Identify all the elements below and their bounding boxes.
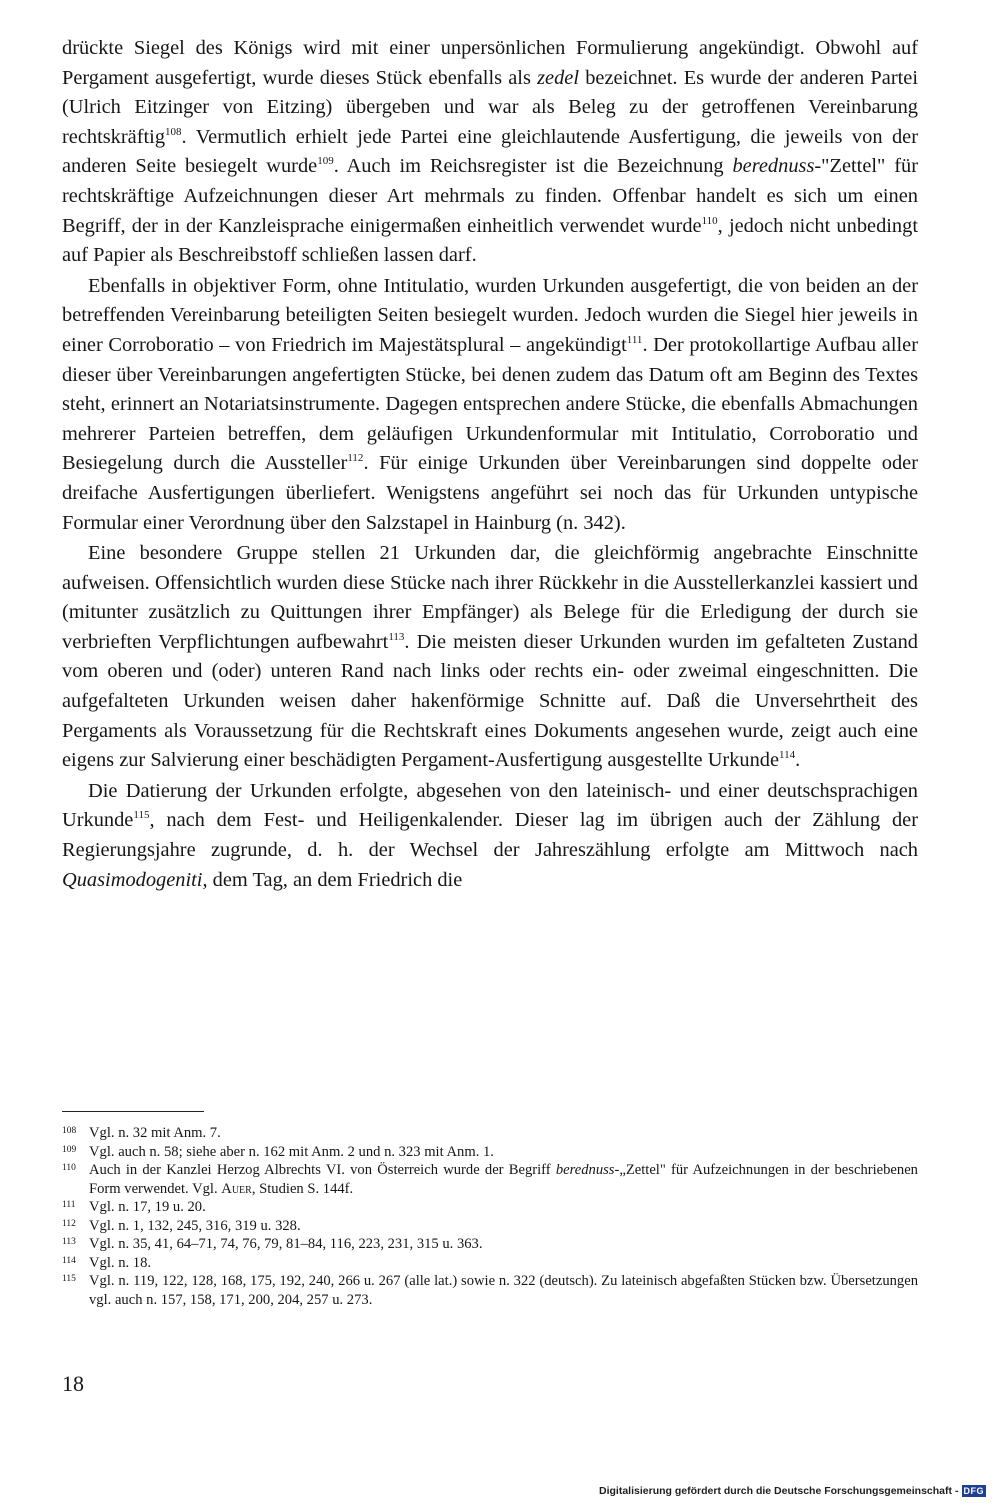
text-run: Vgl. n. 35, 41, 64–71, 74, 76, 79, 81–84, 116, 223, 231, 315 u. 363. xyxy=(89,1236,483,1252)
italic-text: berednuss xyxy=(555,1162,615,1178)
text-run: . Auch im Reichsregister ist die Bezeichnung xyxy=(333,155,733,178)
footnote-ref: 110 xyxy=(701,214,718,227)
text-run: Ebenfalls in objektiver Form, ohne Intitulatio, wurden Urkunden ausgefertigt, die von beiden an der betreffenden Vereinbarung beteiligten Seiten besiegelt wurden. Jedoch wurden die Siegel hier jeweils in einer Corroboratio – von Friedrich im Majestätsplural – angekündigt xyxy=(62,274,918,356)
footnote-number: 109 xyxy=(62,1144,77,1155)
paragraph xyxy=(62,272,918,538)
footnote-ref: 115 xyxy=(133,809,150,822)
footnote xyxy=(62,1272,918,1309)
footnote-ref: 108 xyxy=(165,125,182,138)
footnote-text xyxy=(89,1254,918,1273)
text-run: Eine besondere Gruppe stellen 21 Urkunden dar, die gleichförmig angebrachte Einschnitte aufweisen. Offensichtlich wurden diese Stücke nach ihrer Rückkehr in die Ausstellerkanzlei kassiert und (mitunter zusätzlich zu Quittungen ihrer Empfänger) als Belege für die Erledigung der durch sie verbrieften Verpflichtungen aufbewahrt xyxy=(62,542,918,653)
footnote-text xyxy=(89,1124,918,1143)
footnote-number: 114 xyxy=(62,1255,76,1266)
dfg-logo: DFG xyxy=(963,1486,984,1496)
footnote-number: 112 xyxy=(62,1218,76,1229)
paragraph xyxy=(62,539,918,776)
footnote-separator xyxy=(62,1111,204,1112)
footnote xyxy=(62,1124,918,1143)
text-run: Vgl. n. 18. xyxy=(89,1254,152,1271)
text-run: bezeichnet. Es wurde der anderen Partei (Ulrich Eitzinger von Eitzing) übergeben und war als Beleg zu der getroffenen Vereinbarung rechtskräftig xyxy=(62,66,918,148)
text-run: Vgl. n. 1, 132, 245, 316, 319 u. 328. xyxy=(89,1217,301,1234)
footnote-ref: 114 xyxy=(779,749,796,762)
footnote-text xyxy=(89,1161,918,1198)
author-name: Auer xyxy=(221,1180,252,1197)
footnote-ref: 111 xyxy=(626,333,643,346)
footnote xyxy=(62,1198,918,1217)
text-run: Die Datierung der Urkunden erfolgte, abgesehen von den lateinisch- und einer deutschsprachigen Urkunde xyxy=(62,779,918,832)
footnote xyxy=(62,1254,918,1273)
footnote-text xyxy=(89,1272,918,1309)
page-number: 18 xyxy=(62,1371,84,1396)
text-run: -„Zettel" für Aufzeichnungen in der beschriebenen Form verwendet. Vgl. xyxy=(89,1162,918,1197)
text-run: . Für einige Urkunden über Vereinbarungen sind doppelte oder dreifache Ausfertigungen überliefert. Wenigstens angeführt sei noch das für Urkunden untypische Formular einer Verordnung über den Salzstapel in Hainburg (n. 342). xyxy=(62,452,919,534)
text-run: Vgl. n. 32 mit Anm. 7. xyxy=(89,1125,221,1141)
text-run: . Der protokollartige Aufbau aller dieser über Vereinbarungen angefertigten Stücke, bei denen zudem das Datum oft am Beginn des Textes steht, erinnert an Notariatsinstrumente. Dagegen entsprechen andere Stücke, die ebenfalls Abmachungen mehrerer Parteien betreffen, dem geläufigen Urkundenformular mit Intitulatio, Corroboratio und Besiegelung durch die Aussteller xyxy=(62,333,918,475)
footnote-text xyxy=(89,1235,918,1254)
footnote xyxy=(62,1161,918,1198)
text-run: , Studien S. 144f. xyxy=(251,1180,354,1197)
text-run: . Vermutlich erhielt jede Partei eine gleichlautende Ausfertigung, die jeweils von der anderen Seite besiegelt wurde xyxy=(62,125,918,178)
digitization-credit: Digitalisierung gefördert durch die Deutsche Forschungsgemeinschaft - DFG xyxy=(599,1485,984,1497)
paragraph xyxy=(62,34,918,271)
text-run: . Die meisten dieser Urkunden wurden im gefalteten Zustand vom oberen und (oder) unteren Rand nach links oder rechts ein- oder zweimal eingeschnitten. Die aufgefalteten Urkunden weisen daher hakenförmige Schnitte auf. Daß die Unversehrtheit des Pergaments als Voraussetzung für die Rechtskraft eines Dokuments angesehen wurde, zeigt auch eine eigens zur Salvierung einer beschädigten Pergament-Ausfertigung ausgestellte Urkunde xyxy=(62,630,918,772)
text-run: , nach dem Fest- und Heiligenkalender. Dieser lag im übrigen auch der Zählung der Regierungsjahre zugrunde, d. h. der Wechsel der Jahreszählung erfolgte am Mittwoch nach xyxy=(62,809,918,862)
footnote-text xyxy=(89,1217,918,1236)
footnote-number: 115 xyxy=(62,1274,76,1284)
text-run: Vgl. n. 119, 122, 128, 168, 175, 192, 240, 266 u. 267 (alle lat.) sowie n. 322 (deutsch). Zu lateinisch abgefaßten Stücken bzw. Übersetzungen vgl. auch n. 157, 158, 171, 200, 204, 257 u. 273. xyxy=(89,1273,918,1308)
text-run: Auch in der Kanzlei Herzog Albrechts VI. von Österreich wurde der Begriff xyxy=(89,1162,556,1178)
footnote xyxy=(62,1217,918,1236)
footnote-text xyxy=(89,1143,918,1162)
footnote-text xyxy=(89,1198,918,1217)
footnote-number: 111 xyxy=(62,1200,76,1210)
body-text xyxy=(62,34,918,895)
footnote-ref: 113 xyxy=(388,630,405,643)
footnote-ref: 109 xyxy=(317,155,334,168)
text-run: drückte Siegel des Königs wird mit einer unpersönlichen Formulierung angekündigt. Obwohl auf Pergament ausgefertigt, wurde dieses Stück ebenfalls als xyxy=(62,37,918,89)
italic-text: Quasimodogeniti xyxy=(62,868,203,891)
text-run: Vgl. n. 17, 19 u. 20. xyxy=(89,1199,206,1215)
footnotes xyxy=(62,1124,918,1309)
footnote-number: 110 xyxy=(62,1163,76,1173)
paragraph xyxy=(62,777,918,895)
italic-text: berednuss xyxy=(732,155,815,178)
footnote-number: 113 xyxy=(62,1237,76,1247)
text-run: , dem Tag, an dem Friedrich die xyxy=(202,868,463,891)
text-run: Vgl. auch n. 58; siehe aber n. 162 mit Anm. 2 und n. 323 mit Anm. 1. xyxy=(89,1143,494,1160)
digitization-credit-text: Digitalisierung gefördert durch die Deutsche Forschungsgemeinschaft xyxy=(599,1485,952,1497)
footnote-ref: 112 xyxy=(347,452,364,465)
footnote xyxy=(62,1143,918,1162)
text-run: -"Zettel" für rechtskräftige Aufzeichnungen dieser Art mehrmals zu finden. Offenbar handelt es sich um einen Begriff, der in der Kanzleisprache einigermaßen einheitlich verwendet wurde xyxy=(62,155,918,237)
footnote-number: 108 xyxy=(62,1126,77,1136)
italic-text: zedel xyxy=(537,66,580,89)
text-run: . xyxy=(795,749,801,772)
text-run: , jedoch nicht unbedingt auf Papier als Beschreibstoff schließen lassen darf. xyxy=(62,214,918,267)
footnote xyxy=(62,1235,918,1254)
